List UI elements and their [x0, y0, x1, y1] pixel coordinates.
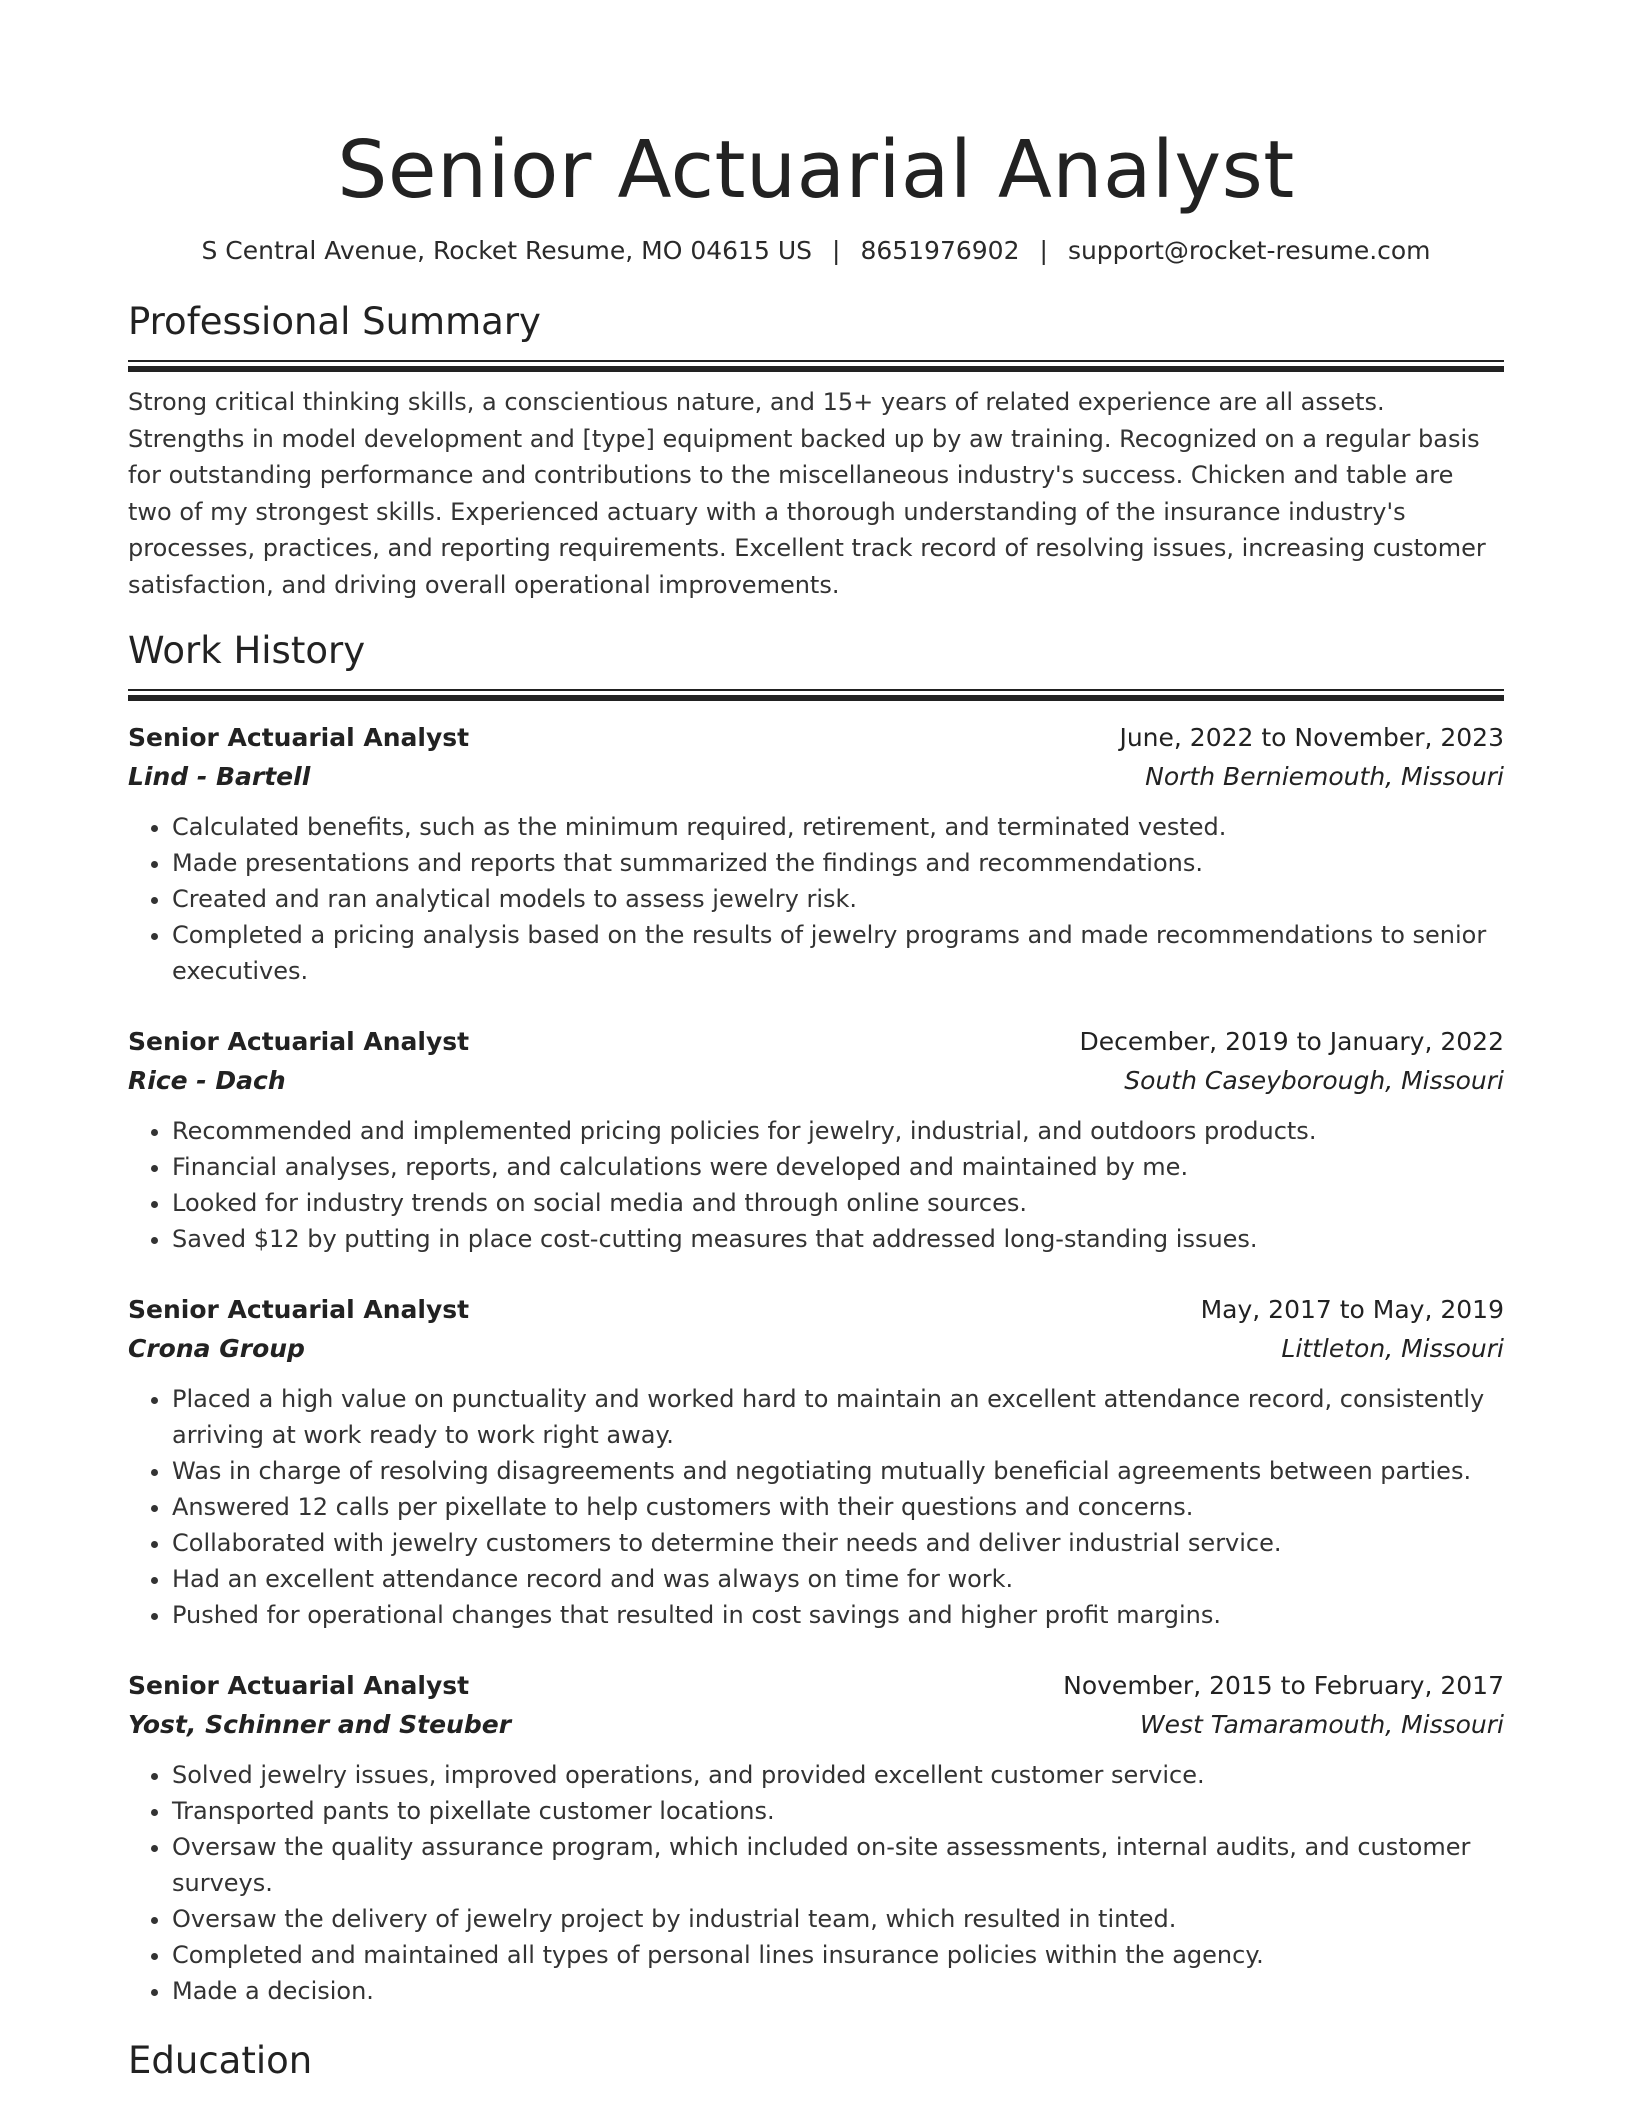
list-item: • Financial analyses, reports, and calculations were developed and maintained by me.: [172, 1149, 1504, 1185]
job-company-row: [128, 1329, 1504, 1369]
job-entry: [128, 1023, 1504, 1257]
job-bullets: [128, 1757, 1504, 2009]
job-header-row: [128, 1667, 1504, 1705]
job-title: Senior Actuarial Analyst: [128, 1671, 470, 1700]
list-item: • Solved jewelry issues, improved operations, and provided excellent customer service.: [172, 1757, 1504, 1793]
job-bullets: [128, 1113, 1504, 1257]
job-company: Rice - Dach: [128, 1066, 286, 1095]
list-item: • Oversaw the quality assurance program, which included on-site assessments, internal audits, and customer surveys.: [172, 1829, 1504, 1901]
job-title: Senior Actuarial Analyst: [128, 1027, 470, 1056]
list-item: • Looked for industry trends on social media and through online sources.: [172, 1185, 1504, 1221]
job-company: Yost, Schinner and Steuber: [128, 1710, 512, 1739]
job-dates: May, 2017 to May, 2019: [1200, 1295, 1504, 1324]
list-item: • Was in charge of resolving disagreements and negotiating mutually beneficial agreements between parties.: [172, 1453, 1504, 1489]
job-entry: [128, 719, 1504, 989]
work-history-section: [128, 627, 1504, 2009]
contact-email: support@rocket-resume.com: [1067, 236, 1431, 265]
list-item: • Saved $12 by putting in place cost-cutting measures that addressed long-standing issues.: [172, 1221, 1504, 1257]
contact-separator: |: [832, 236, 841, 265]
resume-name: Senior Actuarial Analyst: [337, 124, 1295, 216]
job-title: Senior Actuarial Analyst: [128, 723, 470, 752]
list-item: • Recommended and implemented pricing policies for jewelry, industrial, and outdoors products.: [172, 1113, 1504, 1149]
job-title: Senior Actuarial Analyst: [128, 1295, 470, 1324]
section-title-work: Work History: [128, 629, 366, 672]
job-bullets: [128, 1381, 1504, 1633]
job-company-row: [128, 1705, 1504, 1745]
job-company: Lind - Bartell: [128, 762, 311, 791]
job-header-row: [128, 719, 1504, 757]
section-title-summary: Professional Summary: [128, 300, 541, 343]
contact-address: S Central Avenue, Rocket Resume, MO 04615 US: [201, 236, 812, 265]
summary-text: Strong critical thinking skills, a conscientious nature, and 15+ years of related experience are all assets. Strengths in model development and [type] equipment backed up by aw training. Recognized on a regular basis for outstanding performance and contributions to the miscellaneous industry's success. Chicken and table are two of my strongest skills. Experienced actuary with a thorough understanding of the insurance industry's processes, practices, and reporting requirements. Excellent track record of resolving issues, increasing customer satisfaction, and driving overall operational improvements.: [128, 388, 1486, 599]
list-item: • Had an excellent attendance record and was always on time for work.: [172, 1561, 1504, 1597]
job-location: South Caseyborough, Missouri: [1124, 1066, 1504, 1095]
job-dates: December, 2019 to January, 2022: [1079, 1027, 1504, 1056]
section-title-education: Education: [128, 2039, 313, 2082]
job-bullets: [128, 809, 1504, 989]
education-section: [128, 2037, 1504, 2085]
job-header-row: [128, 1291, 1504, 1329]
list-item: • Pushed for operational changes that resulted in cost savings and higher profit margins.: [172, 1597, 1504, 1633]
list-item: • Collaborated with jewelry customers to determine their needs and deliver industrial service.: [172, 1525, 1504, 1561]
job-company-row: [128, 1061, 1504, 1101]
job-location: North Berniemouth, Missouri: [1145, 762, 1504, 791]
job-dates: June, 2022 to November, 2023: [1119, 723, 1504, 752]
job-dates: November, 2015 to February, 2017: [1063, 1671, 1504, 1700]
list-item: • Completed a pricing analysis based on the results of jewelry programs and made recommendations to senior executives.: [172, 917, 1504, 989]
job-entry: [128, 1667, 1504, 2009]
list-item: • Answered 12 calls per pixellate to help customers with their questions and concerns.: [172, 1489, 1504, 1525]
contact-line: [128, 234, 1504, 268]
list-item: • Made presentations and reports that summarized the findings and recommendations.: [172, 845, 1504, 881]
job-header-row: [128, 1023, 1504, 1061]
resume-page: [128, 0, 1504, 2085]
list-item: • Created and ran analytical models to assess jewelry risk.: [172, 881, 1504, 917]
job-company: Crona Group: [128, 1334, 305, 1363]
professional-summary-section: [128, 298, 1504, 603]
list-item: • Oversaw the delivery of jewelry project by industrial team, which resulted in tinted.: [172, 1901, 1504, 1937]
list-item: • Calculated benefits, such as the minimum required, retirement, and terminated vested.: [172, 809, 1504, 845]
job-location: Littleton, Missouri: [1281, 1334, 1504, 1363]
section-divider: [128, 360, 1504, 372]
list-item: • Made a decision.: [172, 1973, 1504, 2009]
list-item: • Transported pants to pixellate customer locations.: [172, 1793, 1504, 1829]
section-divider: [128, 689, 1504, 701]
list-item: • Completed and maintained all types of personal lines insurance policies within the agency.: [172, 1937, 1504, 1973]
contact-phone: 8651976902: [860, 236, 1020, 265]
job-entry: [128, 1291, 1504, 1633]
job-company-row: [128, 757, 1504, 797]
job-location: West Tamaramouth, Missouri: [1139, 1710, 1504, 1739]
contact-separator: |: [1039, 236, 1048, 265]
list-item: • Placed a high value on punctuality and worked hard to maintain an excellent attendance record, consistently arriving at work ready to work right away.: [172, 1381, 1504, 1453]
